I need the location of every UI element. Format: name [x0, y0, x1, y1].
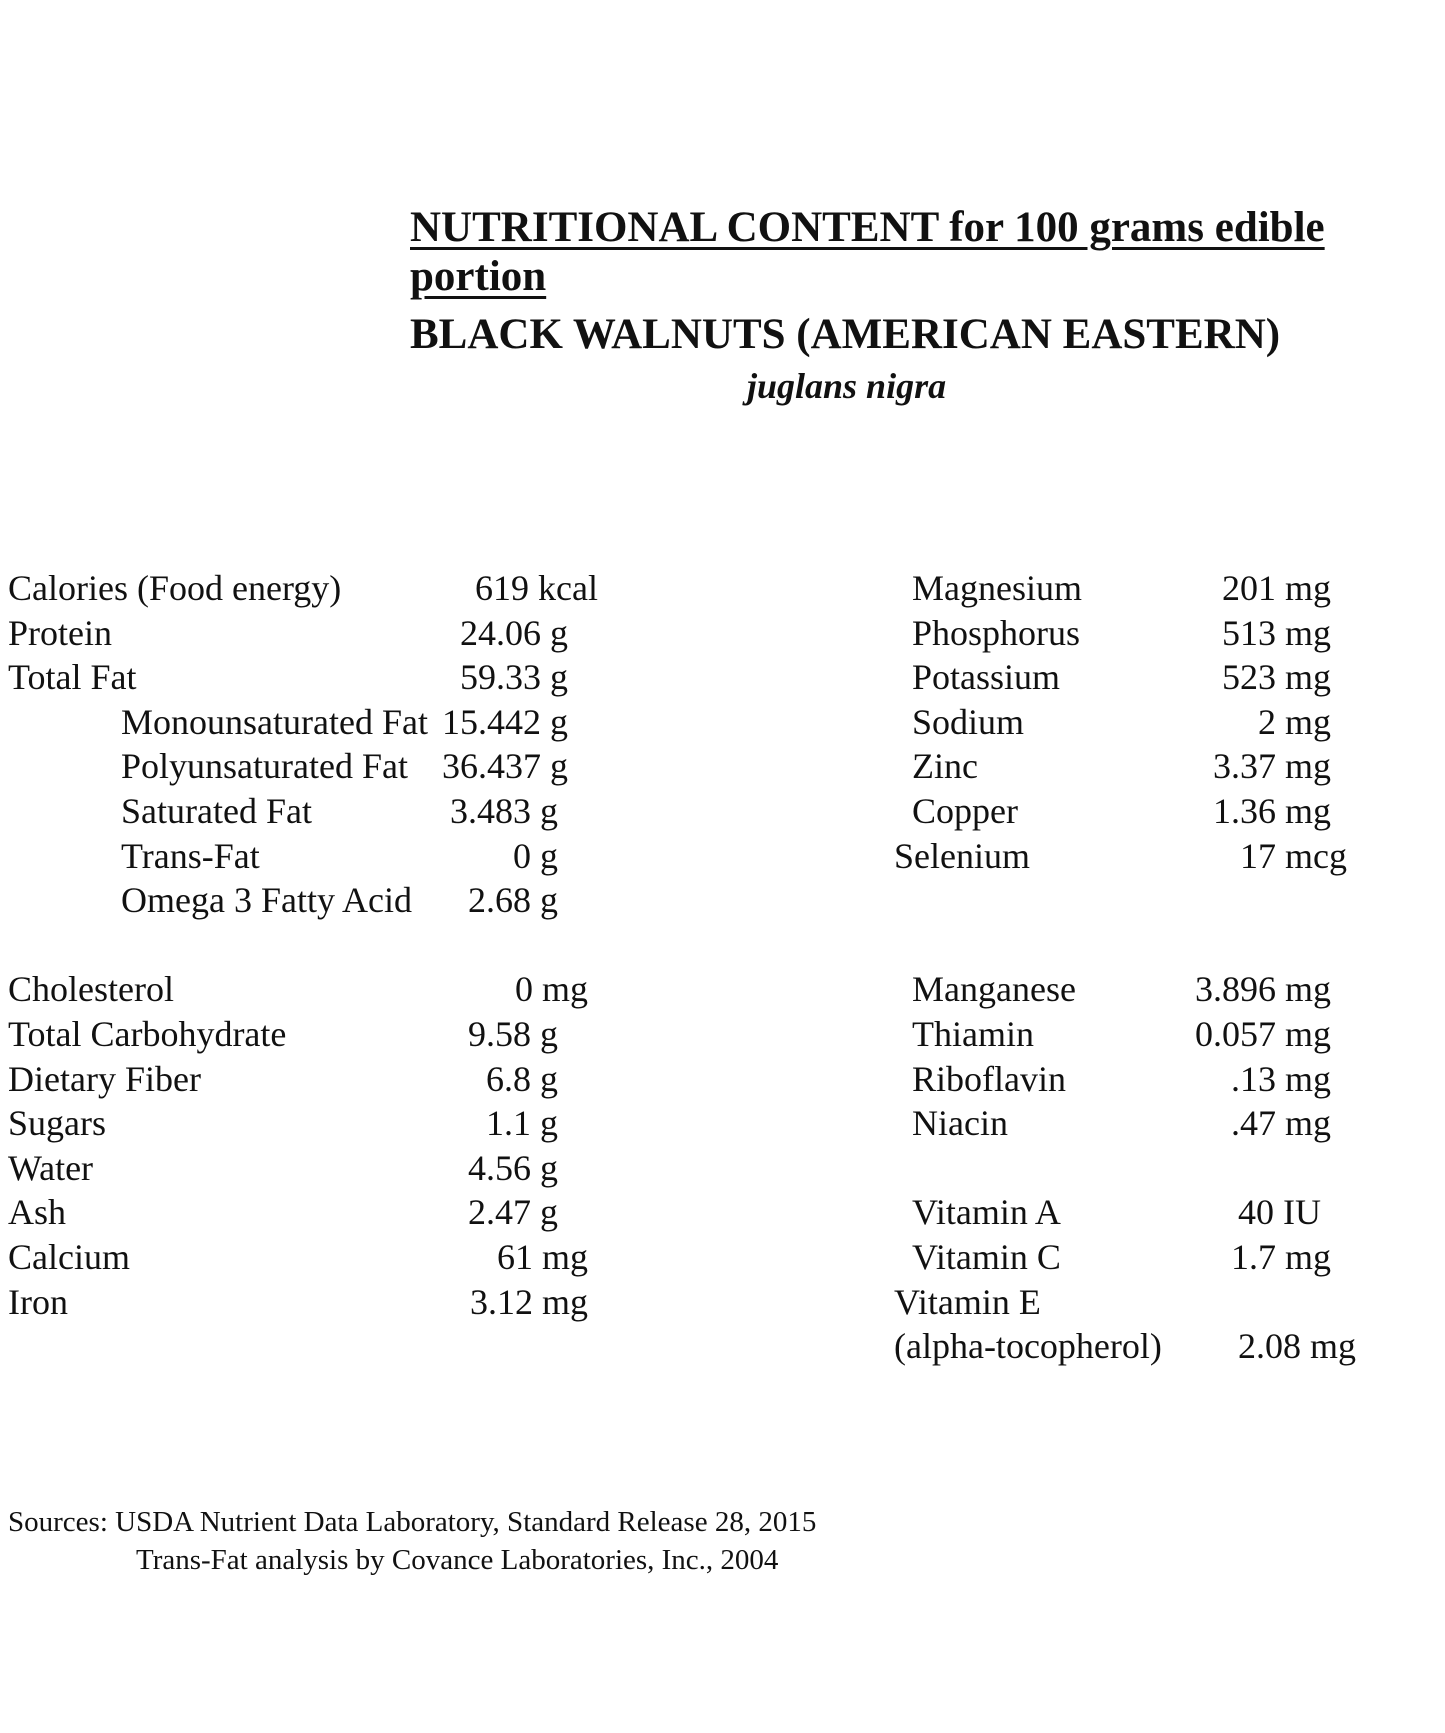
row-spacer: [894, 1146, 1364, 1191]
nutrient-row: [894, 566, 1364, 611]
nutrient-row: [894, 1057, 1364, 1102]
nutrient-value: 3.896 mg: [1194, 969, 1331, 1010]
sources-note: [8, 1503, 816, 1579]
nutrient-value: 9.58 g: [468, 1013, 558, 1054]
nutrient-value: 2.08 mg: [1237, 1326, 1356, 1367]
nutrient-row: [8, 878, 668, 923]
nutrient-row: [894, 1190, 1364, 1235]
nutrient-value: 1.1 g: [486, 1103, 558, 1144]
nutrient-value: 36.437 g: [442, 746, 568, 787]
nutrient-value: 2 mg: [1257, 701, 1331, 742]
nutrient-name: Saturated Fat: [121, 790, 312, 831]
nutrient-value: 61 mg: [496, 1236, 588, 1277]
nutrient-name: Total Fat: [8, 657, 137, 698]
nutrient-value: 0 mg: [514, 969, 588, 1010]
nutrient-row: [894, 1012, 1364, 1057]
nutrient-row: [8, 700, 668, 745]
nutrient-value: 619 kcal: [475, 568, 598, 608]
nutrient-row: [8, 1012, 668, 1057]
left-nutrient-list: [8, 566, 668, 1324]
nutrient-value: 15.442 g: [442, 701, 568, 742]
nutrient-row: [8, 1146, 668, 1191]
nutrient-name: Niacin: [912, 1103, 1008, 1144]
nutrient-name: Dietary Fiber: [8, 1058, 201, 1099]
nutrient-row: [894, 1235, 1364, 1280]
nutrient-name: Phosphorus: [912, 612, 1081, 653]
nutrient-name: Omega 3 Fatty Acid: [121, 880, 412, 921]
row-spacer: [894, 923, 1364, 968]
nutrient-row: [8, 611, 668, 656]
nutrient-row: [8, 1280, 668, 1325]
nutrient-row: [894, 655, 1364, 700]
nutrient-row: [894, 744, 1364, 789]
nutrient-row: [894, 700, 1364, 745]
sources-line: Sources: USDA Nutrient Data Laboratory, Standard Release 28, 2015: [8, 1506, 817, 1538]
nutrient-value: 3.483 g: [450, 790, 558, 831]
nutrient-name: Protein: [8, 612, 112, 653]
nutrient-row: [894, 1101, 1364, 1146]
nutrient-row: [894, 834, 1364, 879]
nutrient-row: [8, 1101, 668, 1146]
nutrient-name: Copper: [912, 790, 1018, 831]
nutrient-name: Cholesterol: [8, 969, 174, 1010]
nutrient-name: Selenium: [894, 835, 1030, 876]
nutrient-row: [8, 1057, 668, 1102]
nutrient-row: [8, 655, 668, 700]
nutrient-name: Zinc: [912, 746, 978, 787]
nutrient-row: [894, 789, 1364, 834]
nutrient-name: Water: [8, 1147, 94, 1188]
nutrient-value: 4.56 g: [468, 1147, 558, 1188]
nutrient-value: 3.12 mg: [469, 1281, 588, 1322]
nutrient-value: 1.36 mg: [1212, 790, 1331, 831]
nutrient-name: Monounsaturated Fat: [121, 701, 428, 742]
nutrient-name: Vitamin A: [912, 1192, 1061, 1233]
nutrient-value: 0 g: [513, 835, 558, 876]
nutrient-row: [8, 967, 668, 1012]
nutrient-value: 40 IU: [1238, 1192, 1321, 1233]
nutrient-value: 24.06 g: [460, 612, 568, 653]
nutrient-value: .13 mg: [1230, 1058, 1331, 1099]
nutrient-name: Thiamin: [912, 1013, 1034, 1054]
row-spacer: [8, 923, 668, 968]
nutrient-value: 1.7 mg: [1230, 1236, 1331, 1277]
nutrient-value: 2.47 g: [468, 1192, 558, 1233]
nutrient-value: 59.33 g: [460, 657, 568, 698]
nutrient-row: [8, 1235, 668, 1280]
sources-line: Trans-Fat analysis by Covance Laboratories, Inc., 2004: [136, 1544, 779, 1576]
nutrient-name: Sugars: [8, 1103, 106, 1144]
nutrient-name: Vitamin C: [912, 1236, 1061, 1277]
nutrient-value: 2.68 g: [468, 880, 558, 921]
nutrient-name: Magnesium: [912, 568, 1082, 608]
nutrient-name: Manganese: [912, 969, 1076, 1010]
nutrient-value: 513 mg: [1221, 612, 1331, 653]
nutrient-value: 17 mcg: [1240, 835, 1347, 876]
nutrient-name: (alpha-tocopherol): [894, 1326, 1162, 1367]
nutrient-value: 201 mg: [1221, 568, 1331, 608]
nutrient-name: Calories (Food energy): [8, 568, 342, 608]
nutrient-name: Trans-Fat: [121, 835, 260, 876]
nutrient-value: 3.37 mg: [1212, 746, 1331, 787]
nutrient-row: [8, 744, 668, 789]
nutrient-row: [894, 967, 1364, 1012]
nutrient-value: 0.057 mg: [1194, 1013, 1331, 1054]
nutrient-value: .47 mg: [1230, 1103, 1331, 1144]
nutrient-name: Potassium: [912, 657, 1061, 698]
nutrient-row: [8, 834, 668, 879]
nutrient-name: Vitamin E: [894, 1281, 1041, 1322]
right-nutrient-list: [894, 566, 1364, 1369]
nutrient-row: [894, 1280, 1364, 1325]
nutrient-name: Iron: [8, 1281, 68, 1322]
nutrient-name: Sodium: [912, 701, 1025, 742]
nutrient-row: [8, 789, 668, 834]
nutrient-name: Calcium: [8, 1236, 130, 1277]
nutrient-name: Polyunsaturated Fat: [121, 746, 408, 787]
nutrient-value: 6.8 g: [486, 1058, 558, 1099]
product-name: BLACK WALNUTS (AMERICAN EASTERN): [410, 311, 1281, 358]
nutrient-row: [894, 1324, 1364, 1369]
nutrient-row: [894, 611, 1364, 656]
nutrient-value: 523 mg: [1221, 657, 1331, 698]
nutrient-name: Ash: [8, 1192, 67, 1233]
nutrient-name: Total Carbohydrate: [8, 1013, 287, 1054]
nutrient-row: [8, 566, 668, 611]
nutrient-row: [8, 1190, 668, 1235]
nutrient-name: Riboflavin: [912, 1058, 1066, 1099]
main-title: NUTRITIONAL CONTENT for 100 grams edible portion: [410, 204, 1325, 300]
latin-name: juglans nigra: [747, 366, 947, 406]
row-spacer: [894, 878, 1364, 923]
